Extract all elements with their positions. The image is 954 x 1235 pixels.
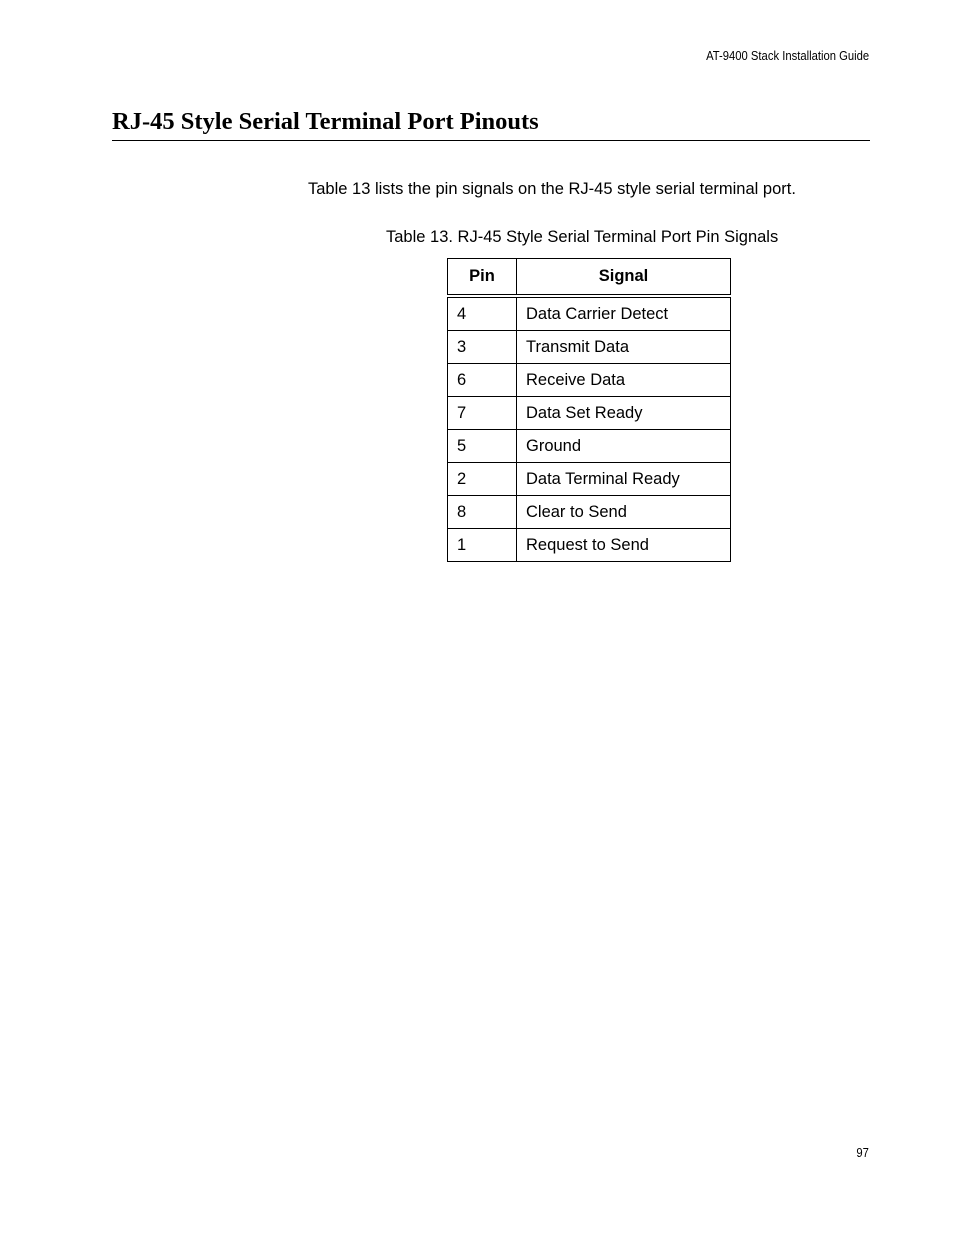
table-row bbox=[448, 430, 731, 463]
pin-signal-table bbox=[447, 258, 731, 562]
table-row bbox=[448, 496, 731, 529]
table-row bbox=[448, 463, 731, 496]
pin-cell: 2 bbox=[448, 463, 517, 496]
page-number: 97 bbox=[856, 1146, 869, 1160]
signal-cell: Data Terminal Ready bbox=[517, 463, 731, 496]
signal-cell: Data Carrier Detect bbox=[517, 296, 731, 331]
signal-cell: Data Set Ready bbox=[517, 397, 731, 430]
pin-cell: 8 bbox=[448, 496, 517, 529]
table-row bbox=[448, 331, 731, 364]
signal-cell: Receive Data bbox=[517, 364, 731, 397]
intro-paragraph: Table 13 lists the pin signals on the RJ-45 style serial terminal port. bbox=[308, 180, 796, 198]
table-caption: Table 13. RJ-45 Style Serial Terminal Port Pin Signals bbox=[386, 228, 779, 246]
table-row bbox=[448, 296, 731, 331]
signal-cell: Ground bbox=[517, 430, 731, 463]
table-row bbox=[448, 364, 731, 397]
pin-cell: 7 bbox=[448, 397, 517, 430]
signal-cell: Clear to Send bbox=[517, 496, 731, 529]
signal-cell: Transmit Data bbox=[517, 331, 731, 364]
section-title: RJ-45 Style Serial Terminal Port Pinouts bbox=[112, 108, 539, 135]
pin-cell: 3 bbox=[448, 331, 517, 364]
running-header: AT-9400 Stack Installation Guide bbox=[705, 49, 869, 63]
pin-cell: 1 bbox=[448, 529, 517, 562]
pin-cell: 6 bbox=[448, 364, 517, 397]
column-header-pin: Pin bbox=[448, 259, 517, 297]
table-header-row bbox=[448, 259, 731, 297]
table-row bbox=[448, 529, 731, 562]
title-rule bbox=[112, 140, 870, 141]
table-row bbox=[448, 397, 731, 430]
pin-cell: 5 bbox=[448, 430, 517, 463]
pin-cell: 4 bbox=[448, 296, 517, 331]
column-header-signal: Signal bbox=[517, 259, 731, 297]
signal-cell: Request to Send bbox=[517, 529, 731, 562]
